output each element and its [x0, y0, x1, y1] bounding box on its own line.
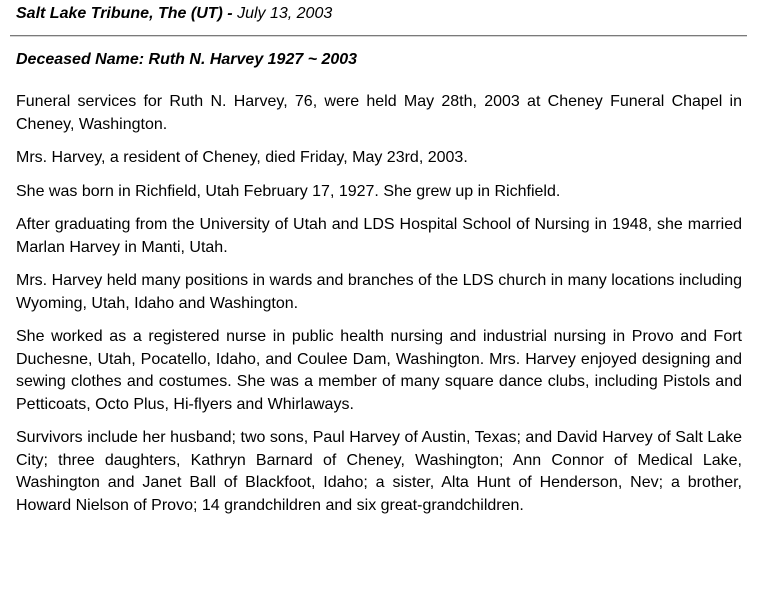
publication-header	[16, 4, 332, 24]
header-divider	[10, 35, 747, 37]
deceased-name-heading: Deceased Name: Ruth N. Harvey 1927 ~ 2003	[16, 51, 358, 68]
paragraph-funeral-services: Funeral services for Ruth N. Harvey, 76, were held May 28th, 2003 at Cheney Funeral Chapel in Cheney, Washington.	[16, 93, 742, 133]
paragraph-birth: She was born in Richfield, Utah February 17, 1927. She grew up in Richfield.	[16, 182, 561, 200]
paragraph-career-hobbies: She worked as a registered nurse in public health nursing and industrial nursing in Provo and Fort Duchesne, Utah, Pocatello, Idaho, and Coulee Dam, Washington. Mrs. Harvey enjoyed designing and sewing clothes and costumes. She was a member of many square dance clubs, including Pistols and Petticoats, Octo Plus, Hi-flyers and Whirlaways.	[16, 328, 742, 413]
paragraph-residence: Mrs. Harvey, a resident of Cheney, died Friday, May 23rd, 2003.	[16, 149, 468, 166]
paragraph-survivors: Survivors include her husband; two sons, Paul Harvey of Austin, Texas; and David Harvey of Salt Lake City; three daughters, Kathryn Barnard of Cheney, Washington; Ann Connor of Medical Lake, Washington and Janet Ball of Blackfoot, Idaho; a sister, Alta Hunt of Henderson, Nev; a brother, Howard Nielson of Provo; 14 grandchildren and six great-grandchildren.	[16, 429, 742, 514]
paragraph-education-marriage: After graduating from the University of Utah and LDS Hospital School of Nursing in 1948, she married Marlan Harvey in Manti, Utah.	[16, 216, 742, 256]
obituary-body	[16, 91, 742, 528]
header-separator: -	[222, 5, 238, 22]
publication-date: July 13, 2003	[237, 5, 333, 22]
paragraph-church-positions: Mrs. Harvey held many positions in wards and branches of the LDS church in many locations including Wyoming, Utah, Idaho and Washington.	[16, 272, 742, 312]
publication-source: Salt Lake Tribune, The (UT)	[16, 5, 223, 22]
